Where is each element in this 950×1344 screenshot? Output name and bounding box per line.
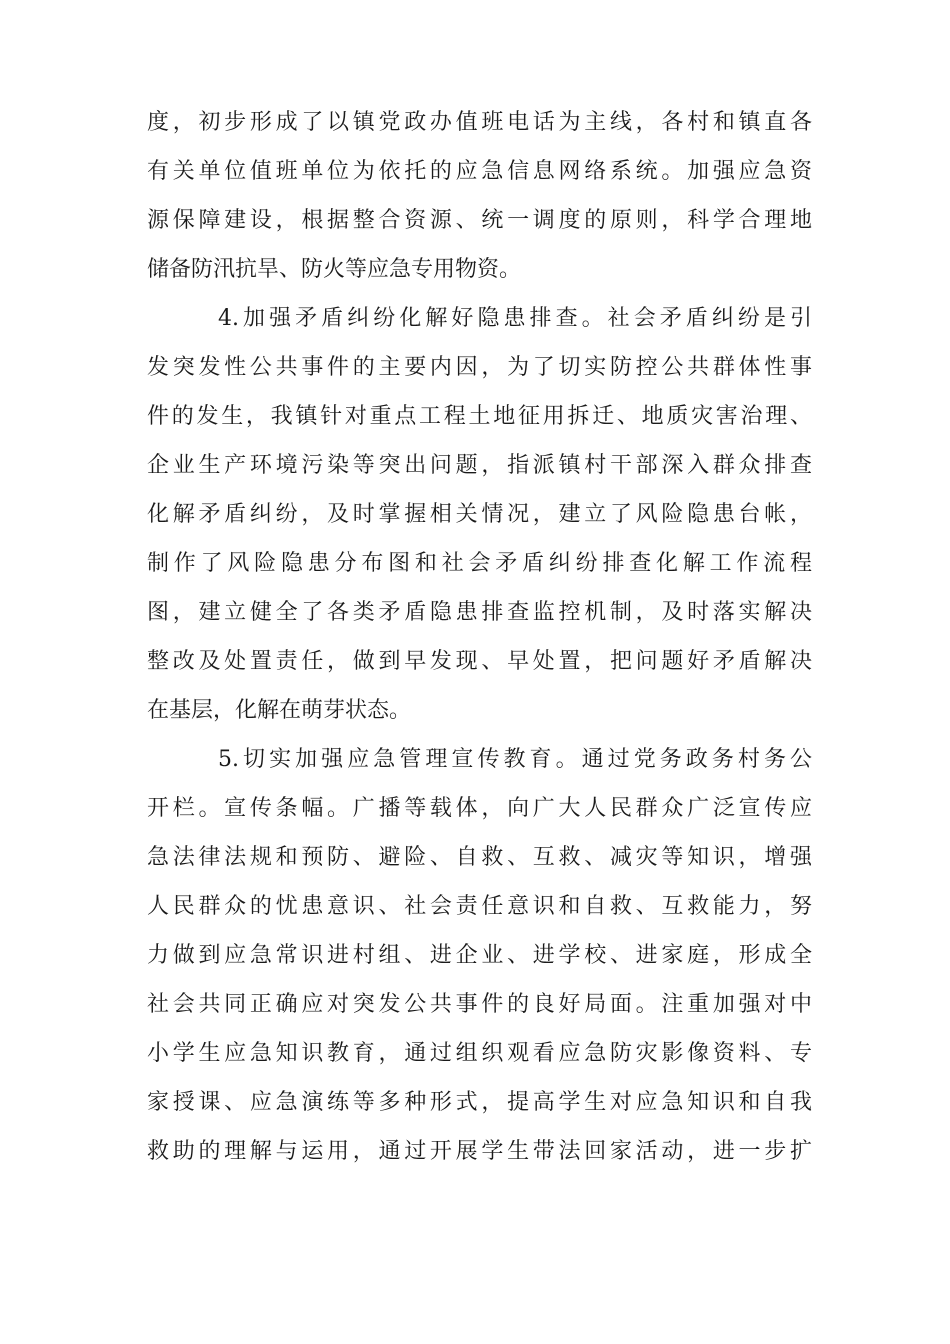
text-line: 社会共同正确应对突发公共事件的良好局面。注重加强对中 <box>147 992 812 1017</box>
section-heading-line: 5.切实加强应急管理宣传教育。通过党务政务村务公 <box>218 747 812 772</box>
text-line: 小学生应急知识教育，通过组织观看应急防灾影像资料、专 <box>147 1041 812 1066</box>
text-line: 整改及处置责任，做到早发现、早处置，把问题好矛盾解决 <box>147 649 812 674</box>
text-line: 化解矛盾纠纷，及时掌握相关情况，建立了风险隐患台帐， <box>147 502 812 527</box>
text-line: 件的发生，我镇针对重点工程土地征用拆迁、地质灾害治理、 <box>147 404 812 429</box>
body-text <box>147 98 812 1176</box>
text-line: 制作了风险隐患分布图和社会矛盾纠纷排查化解工作流程 <box>147 551 812 576</box>
text-line: 度，初步形成了以镇党政办值班电话为主线，各村和镇直各 <box>147 110 812 135</box>
text-line: 人民群众的忧患意识、社会责任意识和自救、互救能力，努 <box>147 894 812 919</box>
section-heading-line: 4.加强矛盾纠纷化解好隐患排查。社会矛盾纠纷是引 <box>218 306 812 331</box>
text-line: 急法律法规和预防、避险、自救、互救、减灾等知识，增强 <box>147 845 812 870</box>
text-line: 力做到应急常识进村组、进企业、进学校、进家庭，形成全 <box>147 943 812 968</box>
text-line: 图，建立健全了各类矛盾隐患排查监控机制，及时落实解决 <box>147 600 812 625</box>
text-line: 在基层，化解在萌芽状态。 <box>147 698 412 723</box>
text-line: 储备防汛抗旱、防火等应急专用物资。 <box>147 257 522 282</box>
text-line: 有关单位值班单位为依托的应急信息网络系统。加强应急资 <box>147 159 812 184</box>
text-line: 源保障建设，根据整合资源、统一调度的原则，科学合理地 <box>147 208 812 233</box>
text-line: 开栏。宣传条幅。广播等载体，向广大人民群众广泛宣传应 <box>147 796 812 821</box>
text-line: 救助的理解与运用，通过开展学生带法回家活动，进一步扩 <box>147 1139 812 1164</box>
text-line: 企业生产环境污染等突出问题，指派镇村干部深入群众排查 <box>147 453 812 478</box>
text-line: 发突发性公共事件的主要内因，为了切实防控公共群体性事 <box>147 355 812 380</box>
text-line: 家授课、应急演练等多种形式，提高学生对应急知识和自我 <box>147 1090 812 1115</box>
